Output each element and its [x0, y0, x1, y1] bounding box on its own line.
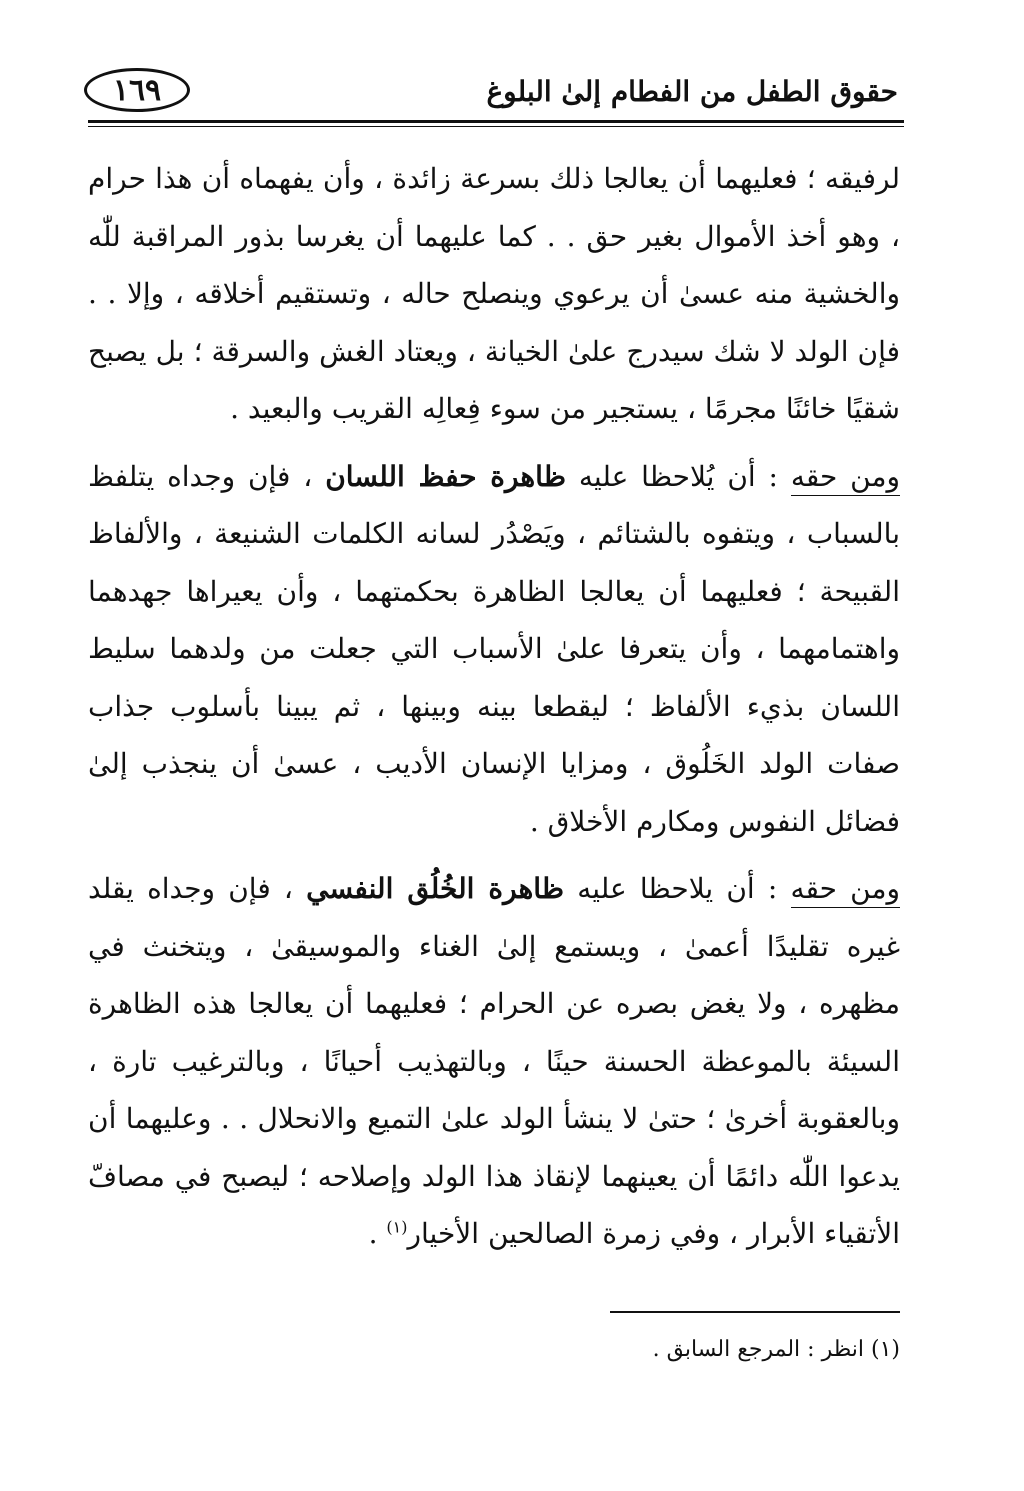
- page-header: [78, 62, 904, 128]
- running-title: حقوق الطفل من الفطام إلىٰ البلوغ: [486, 75, 898, 108]
- footnote: (١) انظر : المرجع السابق .: [652, 1337, 900, 1362]
- paragraph-text: : أن يُلاحظا عليه: [566, 459, 791, 493]
- paragraph-lead: ومن حقه: [791, 872, 901, 908]
- paragraph-1: لرفيقه ؛ فعليهما أن يعالجا ذلك بسرعة زائدة ، وأن يفهماه أن هذا حرام ، وهو أخذ الأموال بغير حق . . كما عليهما أن يغرسا بذور المراقبة للّٰه والخشية منه عسىٰ أن يرعوي وينصلح حاله ، وتستقيم أخلاقه ، وإلا . . فإن الولد لا شك سيدرج علىٰ الخيانة ، ويعتاد الغش والسرقة ؛ بل يصبح شقيًا خائنًا مجرمًا ، يستجير من سوء فِعالِه القريب والبعيد .: [88, 162, 900, 425]
- footnote-reference[interactable]: (١): [386, 1217, 408, 1237]
- header-rule-thin: [88, 126, 904, 127]
- body-text: [88, 150, 900, 1263]
- paragraph-3: [88, 860, 900, 1263]
- paragraph-text: ، فإن وجداه يتلفظ بالسباب ، ويتفوه بالشتائم ، ويَصْدُر لسانه الكلمات الشنيعة ، والألفاظ القبيحة ؛ فعليهما أن يعالجا الظاهرة بحكمتهما ، وأن يعيراها جهدهما واهتمامهما ، وأن يتعرفا علىٰ الأسباب التي جعلت من ولدهما سليط اللسان بذيء الألفاظ ؛ ليقطعا بينه وبينها ، ثم يبينا بأسلوب جذاب صفات الولد الخَلُوق ، ومزايا الإنسان الأديب ، عسىٰ أن ينجذب إلىٰ فضائل النفوس ومكارم الأخلاق .: [88, 459, 900, 838]
- topic-heading: ظاهرة حفظ اللسان: [325, 459, 567, 493]
- paragraph-lead: ومن حقه: [791, 460, 900, 496]
- paragraph-text: : أن يلاحظا عليه: [564, 872, 791, 905]
- paragraph-2: [88, 448, 900, 851]
- paragraph-text: ، فإن وجداه يقلد غيره تقليدًا أعمىٰ ، ويستمع إلىٰ الغناء والموسيقىٰ ، ويتخنث في مظهره ، ولا يغض بصره عن الحرام ؛ فعليهما أن يعالجا هذه الظاهرة السيئة بالموعظة الحسنة حينًا ، وبالتهذيب أحيانًا ، وبالترغيب تارة ، وبالعقوبة أخرىٰ ؛ حتىٰ لا ينشأ الولد علىٰ التميع والانحلال . . وعليهما أن يدعوا اللّٰه دائمًا أن يعينهما لإنقاذ هذا الولد وإصلاحه ؛ ليصبح في مصافّ الأتقياء الأبرار ، وفي زمرة الصالحين الأخيار: [88, 872, 900, 1250]
- footnote-separator: [610, 1311, 900, 1313]
- topic-heading: ظاهرة الخُلُق النفسي: [306, 872, 565, 905]
- paragraph-text: .: [368, 1217, 387, 1250]
- page-number-badge: ١٦٩: [84, 68, 190, 112]
- header-rule-thick: [88, 120, 904, 123]
